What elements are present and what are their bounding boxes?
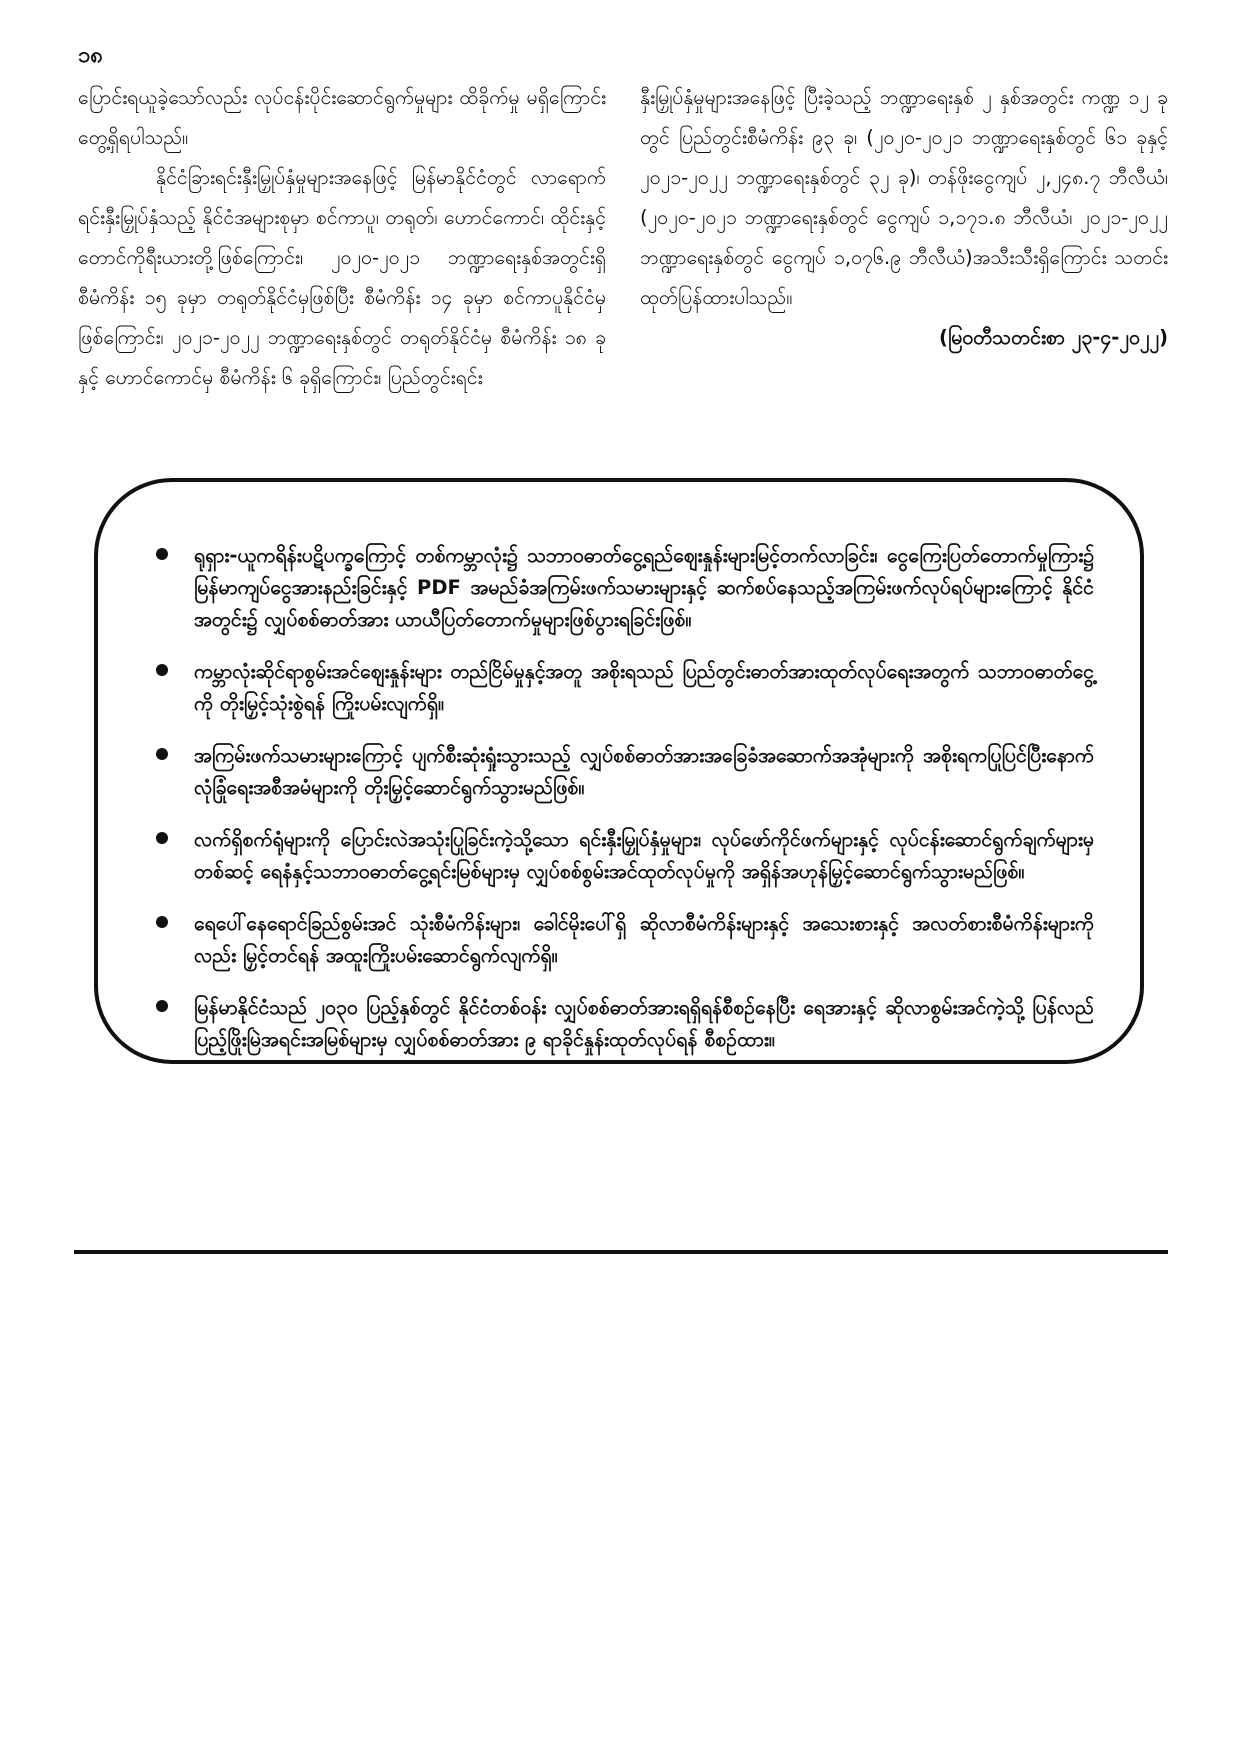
section-divider [74,1250,1168,1254]
highlight-text: ကမ္ဘာလုံးဆိုင်ရာစွမ်းအင်ဈေးနှုန်းများ တည်ငြိမ်မှုနှင့်အတူ အစိုးရသည် ပြည်တွင်းဓာတ်အားထုတ်လုပ်ရေးအတွက် သဘာဝဓာတ်ငွေ့ကို တိုးမြှင့်သုံးစွဲရန် ကြိုးပမ်းလျက်ရှိ။ [194,660,1094,715]
right-paragraph-1: နှီးမြှုပ်နှံမှုများအနေဖြင့် ပြီးခဲ့သည့် ဘဏ္ဍာရေးနှစ် ၂ နှစ်အတွင်း ကဏ္ဍ ၁၂ ခုတွင် ပြည်တွင်းစီမံကိန်း ၉၃ ခု၊ (၂၀၂၀-၂၀၂၁ ဘဏ္ဍာရေးနှစ်တွင် ၆၁ ခုနှင့် ၂၀၂၁-၂၀၂၂ ဘဏ္ဍာရေးနှစ်တွင် ၃၂ ခု)၊ တန်ဖိုးငွေကျပ် ၂,၂၄၈.၇ ဘီလီယံ၊ (၂၀၂၀-၂၀၂၁ ဘဏ္ဍာရေးနှစ်တွင် ငွေကျပ် ၁,၁၇၁.၈ ဘီလီယံ၊ ၂၀၂၁-၂၀၂၂ ဘဏ္ဍာရေးနှစ်တွင် ငွေကျပ် ၁,၀၇၆.၉ ဘီလီယံ)အသီးသီးရှိကြောင်း သတင်းထုတ်ပြန်ထားပါသည်။ [640,86,1168,309]
left-paragraph-2: နိုင်ငံခြားရင်းနှီးမြှုပ်နှံမှုများအနေဖြင့် မြန်မာနိုင်ငံတွင် လာရောက်ရင်းနှီးမြှုပ်နှံသည့် နိုင်ငံအများစုမှာ စင်ကာပူ၊ တရုတ်၊ ဟောင်ကောင်၊ ထိုင်းနှင့် တောင်ကိုရီးယားတို့ဖြစ်ကြောင်း၊ ၂၀၂၀-၂၀၂၁ ဘဏ္ဍာရေးနှစ်အတွင်းရှိ စီမံကိန်း ၁၅ ခုမှာ တရုတ်နိုင်ငံမှဖြစ်ပြီး စီမံကိန်း ၁၄ ခုမှာ စင်ကာပူနိုင်ငံမှဖြစ်ကြောင်း၊ ၂၀၂၁-၂၀၂၂ ဘဏ္ဍာရေးနှစ်တွင် တရုတ်နိုင်ငံမှ စီမံကိန်း ၁၈ ခုနှင့် ဟောင်ကောင်မှ စီမံကိန်း ၆ ခုရှိကြောင်း၊ ပြည်တွင်းရင်း [78,166,606,389]
highlights-box [94,478,1144,1064]
bullet-icon [156,664,168,676]
highlight-item [156,656,1094,720]
highlight-item [156,824,1094,888]
source-signature: (မြဝတီသတင်းစာ ၂၃-၄-၂၀၂၂) [939,326,1168,349]
page-number: ၁၈ [78,43,103,68]
highlight-text: လက်ရှိစက်ရုံများကို ပြောင်းလဲအသုံးပြုခြင်းကဲ့သို့သော ရင်းနှီးမြှုပ်နှံမှုများ၊ လုပ်ဖော်ကိုင်ဖက်များနှင့် လုပ်ငန်းဆောင်ရွက်ချက်များမှတစ်ဆင့် ရေနံနှင့်သဘာဝဓာတ်ငွေ့ရင်းမြစ်များမှ လျှပ်စစ်စွမ်းအင်ထုတ်လုပ်မှုကို အရှိန်အဟုန်မြှင့်ဆောင်ရွက်သွားမည်ဖြစ်။ [194,828,1094,883]
highlight-item [156,740,1094,804]
right-column [640,78,1168,398]
article-columns [78,78,1168,398]
highlight-text: ရုရှား-ယူကရိန်းပဋိပက္ခကြောင့် တစ်ကမ္ဘာလုံး၌ သဘာဝဓာတ်ငွေ့ရည်ဈေးနှုန်းများမြင့်တက်လာခြင်း၊ ငွေကြေးပြတ်တောက်မှုကြား၌ မြန်မာကျပ်ငွေအားနည်းခြင်းနှင့် PDF အမည်ခံအကြမ်းဖက်သမားများနှင့် ဆက်စပ်နေသည့်အကြမ်းဖက်လုပ်ရပ်များကြောင့် နိုင်ငံအတွင်း၌ လျှပ်စစ်ဓာတ်အား ယာယီပြတ်တောက်မှုများဖြစ်ပွားရခြင်းဖြစ်။ [194,544,1094,631]
bullet-icon [156,832,168,844]
highlight-text: ရေပေါ်နေရောင်ခြည်စွမ်းအင် သုံးစီမံကိန်းများ၊ ခေါင်မိုးပေါ်ရှိ ဆိုလာစီမံကိန်းများနှင့် အသေးစားနှင့် အလတ်စားစီမံကိန်းများကိုလည်း မြှင့်တင်ရန် အထူးကြိုးပမ်းဆောင်ရွက်လျက်ရှိ။ [194,912,1094,967]
bullet-icon [156,916,168,928]
bullet-icon [156,548,168,560]
highlight-text: မြန်မာနိုင်ငံသည် ၂၀၃၀ ပြည့်နှစ်တွင် နိုင်ငံတစ်ဝန်း လျှပ်စစ်ဓာတ်အားရရှိရန်စီစဉ်နေပြီး ရေအားနှင့် ဆိုလာစွမ်းအင်ကဲ့သို့ ပြန်လည်ပြည့်ဖြိုးမြဲအရင်းအမြစ်များမှ လျှပ်စစ်ဓာတ်အား ၉ ရာခိုင်နှုန်းထုတ်လုပ်ရန် စီစဉ်ထား။ [194,996,1094,1051]
highlight-item [156,540,1094,636]
highlight-item [156,908,1094,972]
bullet-icon [156,748,168,760]
left-column [78,78,606,398]
left-paragraph-1: ပြောင်းရယူခဲ့သော်လည်း လုပ်ငန်းပိုင်းဆောင်ရွက်မှုများ ထိခိုက်မှု မရှိကြောင်းတွေ့ရှိရပါသည်။ [78,86,606,149]
highlight-item [156,992,1094,1056]
highlights-list [156,540,1094,1056]
bullet-icon [156,1000,168,1012]
highlight-text: အကြမ်းဖက်သမားများကြောင့် ပျက်စီးဆုံးရှုံးသွားသည့် လျှပ်စစ်ဓာတ်အားအခြေခံအဆောက်အအုံများကို အစိုးရကပြုပြင်ပြီးနောက် လုံခြုံရေးအစီအမံများကို တိုးမြှင့်ဆောင်ရွက်သွားမည်ဖြစ်။ [194,744,1094,799]
